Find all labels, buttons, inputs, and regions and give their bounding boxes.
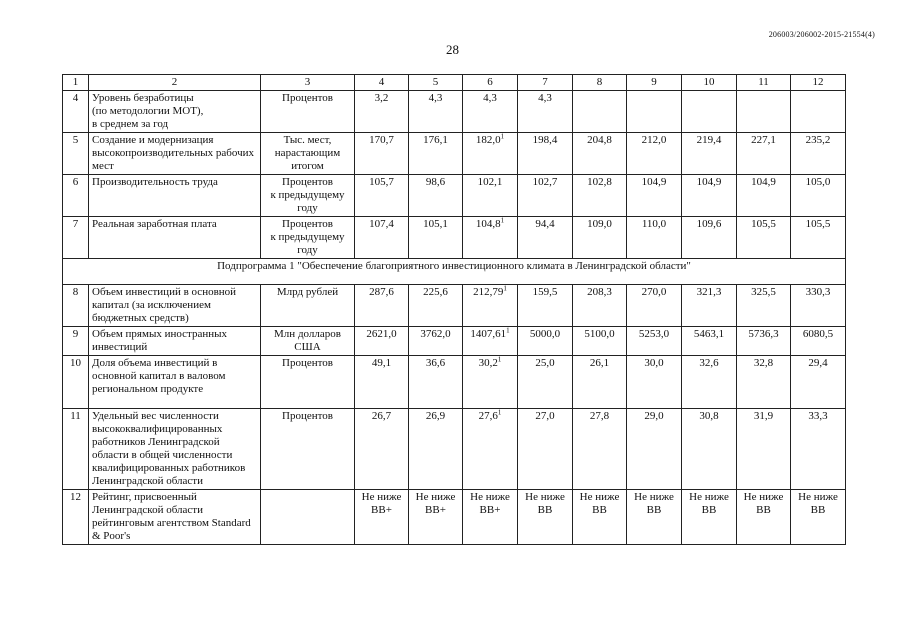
value-cell: 170,7 xyxy=(355,133,409,175)
value-cell: 4,3 xyxy=(518,91,573,133)
row-number: 8 xyxy=(63,285,89,327)
value-cell xyxy=(627,91,682,133)
row-number: 9 xyxy=(63,327,89,356)
row-number: 12 xyxy=(63,490,89,545)
subprogram-row xyxy=(63,259,846,285)
page-number: 28 xyxy=(446,42,459,57)
value-cell: 26,1 xyxy=(573,356,627,409)
value-cell: 32,6 xyxy=(682,356,737,409)
value-cell: 6080,5 xyxy=(791,327,846,356)
row-number: 5 xyxy=(63,133,89,175)
value-cell xyxy=(682,91,737,133)
value-cell: 94,4 xyxy=(518,217,573,259)
column-header: 10 xyxy=(682,75,737,91)
row-number: 7 xyxy=(63,217,89,259)
row-number: 4 xyxy=(63,91,89,133)
column-header: 3 xyxy=(261,75,355,91)
indicator-name: Создание и модернизация высокопроизводительных рабочих мест xyxy=(89,133,261,175)
value-cell: Не ниже BB+ xyxy=(409,490,463,545)
value-cell: Не ниже BB xyxy=(627,490,682,545)
value-cell: 30,2$^1$ xyxy=(463,356,518,409)
value-cell: 102,1 xyxy=(463,175,518,217)
value-cell: 104,9 xyxy=(737,175,791,217)
value-cell: 109,0 xyxy=(573,217,627,259)
row-number: 10 xyxy=(63,356,89,409)
column-header: 6 xyxy=(463,75,518,91)
value-cell: 2621,0 xyxy=(355,327,409,356)
table-row xyxy=(63,327,846,356)
value-cell: 49,1 xyxy=(355,356,409,409)
footnote-mark: 1 xyxy=(497,408,502,417)
value-cell: 5253,0 xyxy=(627,327,682,356)
value-cell: 1407,61$^1$ xyxy=(463,327,518,356)
row-number: 11 xyxy=(63,409,89,490)
table-row xyxy=(63,285,846,327)
value-cell: 110,0 xyxy=(627,217,682,259)
row-number: 6 xyxy=(63,175,89,217)
value-cell: 102,7 xyxy=(518,175,573,217)
value-cell: 102,8 xyxy=(573,175,627,217)
value-cell: 109,6 xyxy=(682,217,737,259)
value-cell: 25,0 xyxy=(518,356,573,409)
indicator-name: Удельный вес численности высококвалифицированных работников Ленинградской области в общей численности квалифицированных работников Ленинградской области xyxy=(89,409,261,490)
unit-cell: Процентов xyxy=(261,91,355,133)
value-cell: 5000,0 xyxy=(518,327,573,356)
value-cell: 29,4 xyxy=(791,356,846,409)
value-cell: 3762,0 xyxy=(409,327,463,356)
value-cell: 98,6 xyxy=(409,175,463,217)
value-cell: 225,6 xyxy=(409,285,463,327)
footnote-mark: 1 xyxy=(503,284,507,293)
value-cell: 105,0 xyxy=(791,175,846,217)
value-cell: 227,1 xyxy=(737,133,791,175)
unit-cell: Тыс. мест, нарастающим итогом xyxy=(261,133,355,175)
value-cell xyxy=(737,91,791,133)
value-cell: Не ниже BB xyxy=(518,490,573,545)
indicator-name: Объем инвестиций в основной капитал (за исключением бюджетных средств) xyxy=(89,285,261,327)
value-cell: 30,8 xyxy=(682,409,737,490)
value-cell: 33,3 xyxy=(791,409,846,490)
column-header: 2 xyxy=(89,75,261,91)
column-header: 11 xyxy=(737,75,791,91)
value-cell xyxy=(573,91,627,133)
value-cell: 27,0 xyxy=(518,409,573,490)
value-cell: 105,5 xyxy=(791,217,846,259)
column-header: 7 xyxy=(518,75,573,91)
indicators-table xyxy=(62,74,846,545)
column-number-row xyxy=(63,75,846,91)
value-cell: 219,4 xyxy=(682,133,737,175)
value-cell: 36,6 xyxy=(409,356,463,409)
unit-cell: Процентов к предыдущему году xyxy=(261,175,355,217)
value-cell: 159,5 xyxy=(518,285,573,327)
column-header: 4 xyxy=(355,75,409,91)
value-cell: 212,79$^1$ xyxy=(463,285,518,327)
value-cell: 105,7 xyxy=(355,175,409,217)
value-cell: 235,2 xyxy=(791,133,846,175)
value-cell: 198,4 xyxy=(518,133,573,175)
value-cell: Не ниже BB xyxy=(682,490,737,545)
value-cell: 325,5 xyxy=(737,285,791,327)
value-cell: 27,8 xyxy=(573,409,627,490)
value-cell: 105,1 xyxy=(409,217,463,259)
indicator-name: Производительность труда xyxy=(89,175,261,217)
value-cell: 26,9 xyxy=(409,409,463,490)
table-row xyxy=(63,490,846,545)
value-cell: 182,0$^1$ xyxy=(463,133,518,175)
column-header: 1 xyxy=(63,75,89,91)
unit-cell: Млн долларов США xyxy=(261,327,355,356)
column-header: 12 xyxy=(791,75,846,91)
value-cell: 4,3 xyxy=(463,91,518,133)
column-header: 5 xyxy=(409,75,463,91)
value-cell: 26,7 xyxy=(355,409,409,490)
footnote-mark: 1 xyxy=(500,216,505,225)
value-cell: 27,6$^1$ xyxy=(463,409,518,490)
value-cell: 5100,0 xyxy=(573,327,627,356)
value-cell: Не ниже BB+ xyxy=(355,490,409,545)
table-row xyxy=(63,409,846,490)
value-cell: 104,9 xyxy=(627,175,682,217)
indicator-name: Доля объема инвестиций в основной капитал в валовом региональном продукте xyxy=(89,356,261,409)
indicator-name: Объем прямых иностранных инвестиций xyxy=(89,327,261,356)
unit-cell: Процентов xyxy=(261,356,355,409)
value-cell: 270,0 xyxy=(627,285,682,327)
unit-cell xyxy=(261,490,355,545)
column-header: 8 xyxy=(573,75,627,91)
unit-cell: Млрд рублей xyxy=(261,285,355,327)
table-row xyxy=(63,91,846,133)
table-row xyxy=(63,133,846,175)
value-cell: 5736,3 xyxy=(737,327,791,356)
footnote-mark: 1 xyxy=(506,326,510,335)
value-cell: 31,9 xyxy=(737,409,791,490)
unit-cell: Процентов xyxy=(261,409,355,490)
value-cell: 204,8 xyxy=(573,133,627,175)
value-cell xyxy=(791,91,846,133)
value-cell: Не ниже BB+ xyxy=(463,490,518,545)
value-cell: 107,4 xyxy=(355,217,409,259)
table-row xyxy=(63,217,846,259)
document-id: 206003/206002-2015-21554(4) xyxy=(768,30,875,39)
footnote-mark: 1 xyxy=(500,132,505,141)
value-cell: 104,8$^1$ xyxy=(463,217,518,259)
value-cell: 208,3 xyxy=(573,285,627,327)
value-cell: 105,5 xyxy=(737,217,791,259)
value-cell: Не ниже BB xyxy=(737,490,791,545)
value-cell: Не ниже BB xyxy=(573,490,627,545)
value-cell: 32,8 xyxy=(737,356,791,409)
value-cell: 176,1 xyxy=(409,133,463,175)
value-cell: 330,3 xyxy=(791,285,846,327)
value-cell: 4,3 xyxy=(409,91,463,133)
table-row xyxy=(63,356,846,409)
value-cell: 321,3 xyxy=(682,285,737,327)
value-cell: 212,0 xyxy=(627,133,682,175)
value-cell: 287,6 xyxy=(355,285,409,327)
table-row xyxy=(63,175,846,217)
value-cell: 5463,1 xyxy=(682,327,737,356)
value-cell: 29,0 xyxy=(627,409,682,490)
value-cell: 104,9 xyxy=(682,175,737,217)
value-cell: 3,2 xyxy=(355,91,409,133)
subprogram-title: Подпрограмма 1 "Обеспечение благоприятного инвестиционного климата в Ленинградской области" xyxy=(63,259,846,285)
indicator-name: Рейтинг, присвоенный Ленинградской области рейтинговым агентством Standard & Poor's xyxy=(89,490,261,545)
column-header: 9 xyxy=(627,75,682,91)
value-cell: 30,0 xyxy=(627,356,682,409)
indicator-name: Реальная заработная плата xyxy=(89,217,261,259)
value-cell: Не ниже BB xyxy=(791,490,846,545)
footnote-mark: 1 xyxy=(497,355,502,364)
indicator-name: Уровень безработицы (по методологии МОТ), в среднем за год xyxy=(89,91,261,133)
unit-cell: Процентов к предыдущему году xyxy=(261,217,355,259)
